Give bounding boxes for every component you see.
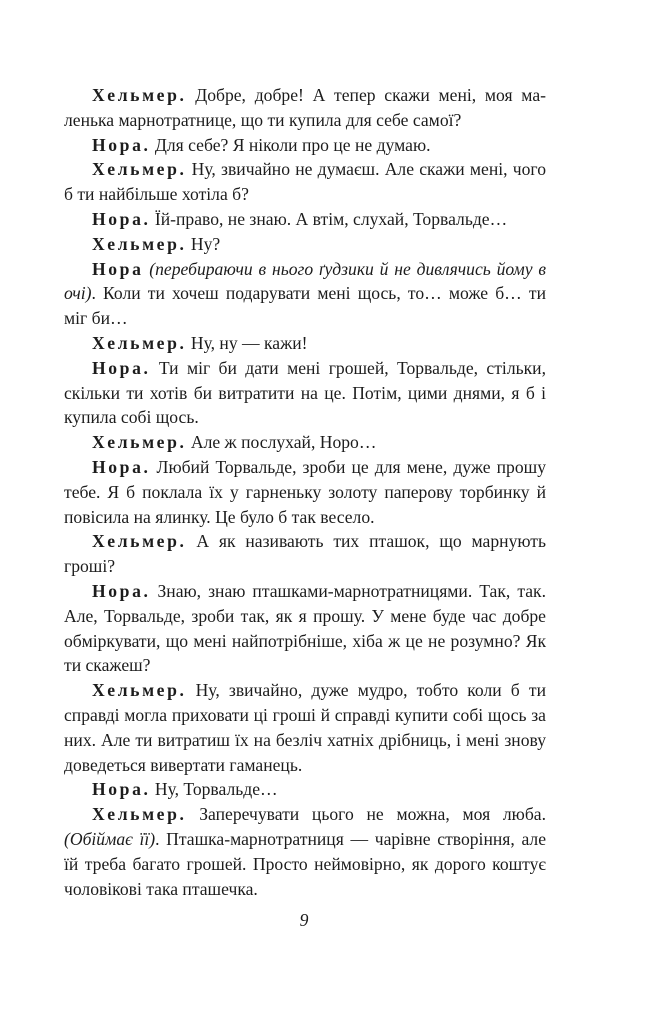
dialogue-paragraph <box>64 83 546 133</box>
play-text <box>64 83 546 901</box>
dialogue-paragraph <box>64 529 546 579</box>
dialogue-text: Ну, звичайно не думаєш. Але скажи мені, чого б ти найбільше хотіла б? <box>64 159 546 205</box>
dialogue-text: Ти міг би дати мені грошей, Торвальде, стільки, скільки ти хотів би витратити на це. Потім, цими днями, я б і купила собі щось. <box>64 357 546 428</box>
speaker-name: Нора. <box>92 134 151 155</box>
dialogue-paragraph <box>64 455 546 529</box>
speaker-name: Нора <box>92 258 144 279</box>
dialogue-text: Їй-право, не знаю. А втім, слухай, Торвальде… <box>150 208 508 229</box>
page-number: 9 <box>299 910 309 930</box>
dialogue-paragraph <box>64 157 546 207</box>
dialogue-text: . Коли ти хочеш подарувати мені щось, то… може б… ти міг би… <box>64 283 546 329</box>
speaker-name: Нора. <box>92 208 151 229</box>
speaker-name: Хельмер. <box>92 332 187 353</box>
speaker-name: Хельмер. <box>92 680 187 701</box>
dialogue-paragraph <box>64 777 546 802</box>
dialogue-text: Любий Торвальде, зроби це для мене, дуже прошу тебе. Я б поклала їх у гарненьку золоту паперову торбинку й повісила на ялинку. Це було б так весело. <box>64 456 546 527</box>
dialogue-paragraph <box>64 430 546 455</box>
dialogue-paragraph <box>64 802 546 901</box>
dialogue-paragraph <box>64 232 546 257</box>
dialogue-text: . Пташка-марнотратниця — чарівне створіння, але їй треба багато грошей. Просто неймовірно, як дорого коштує чоловікові така пташечка. <box>64 828 546 899</box>
dialogue-text: Ну, ну — кажи! <box>186 332 308 353</box>
dialogue-paragraph <box>64 257 546 331</box>
speaker-name: Хельмер. <box>92 804 187 825</box>
dialogue-text: Знаю, знаю пташками-марнотратницями. Так, так. Але, Торвальде, зроби так, як я прошу. У мене буде час добре обміркувати, що мені найпотрібніше, хіба ж це не розумно? Як ти скажеш? <box>64 580 546 676</box>
dialogue-paragraph <box>64 133 546 158</box>
dialogue-text: А як називають тих пташок, що марнують гроші? <box>64 531 546 577</box>
speaker-name: Нора. <box>92 580 151 601</box>
stage-direction: (перебираючи в нього ґудзики й не дивлячись йому в очі) <box>64 258 546 304</box>
speaker-name: Хельмер. <box>92 159 187 180</box>
speaker-name: Хельмер. <box>92 85 187 105</box>
speaker-name: Нора. <box>92 779 151 800</box>
dialogue-paragraph <box>64 207 546 232</box>
speaker-name: Нора. <box>92 357 151 378</box>
dialogue-paragraph <box>64 356 546 430</box>
dialogue-text: Але ж послухай, Норо… <box>186 432 377 453</box>
dialogue-text: Добре, добре! А тепер скажи мені, моя маленька марнотратнице, що ти купила для себе самої? <box>64 85 546 130</box>
dialogue-text: Заперечувати цього не можна, моя люба. <box>186 804 546 825</box>
dialogue-text: Ну, Торвальде… <box>150 779 278 800</box>
dialogue-text: Для себе? Я ніколи про це не думаю. <box>150 134 431 155</box>
dialogue-paragraph <box>64 579 546 678</box>
speaker-name: Хельмер. <box>92 432 187 453</box>
dialogue-paragraph <box>64 678 546 777</box>
speaker-name: Хельмер. <box>92 531 187 552</box>
speaker-name: Хельмер. <box>92 233 187 254</box>
speaker-name: Нора. <box>92 456 151 477</box>
stage-direction: (Обіймає її) <box>64 828 156 849</box>
dialogue-paragraph <box>64 331 546 356</box>
dialogue-text: Ну, звичайно, дуже мудро, тобто коли б ти справді могла приховати ці гроші й справді купити собі щось за них. Але ти витратиш їх на безліч хатніх дрібниць, і мені знову доведеться вивертати гаманець. <box>64 680 546 775</box>
dialogue-text: Ну? <box>186 233 221 254</box>
